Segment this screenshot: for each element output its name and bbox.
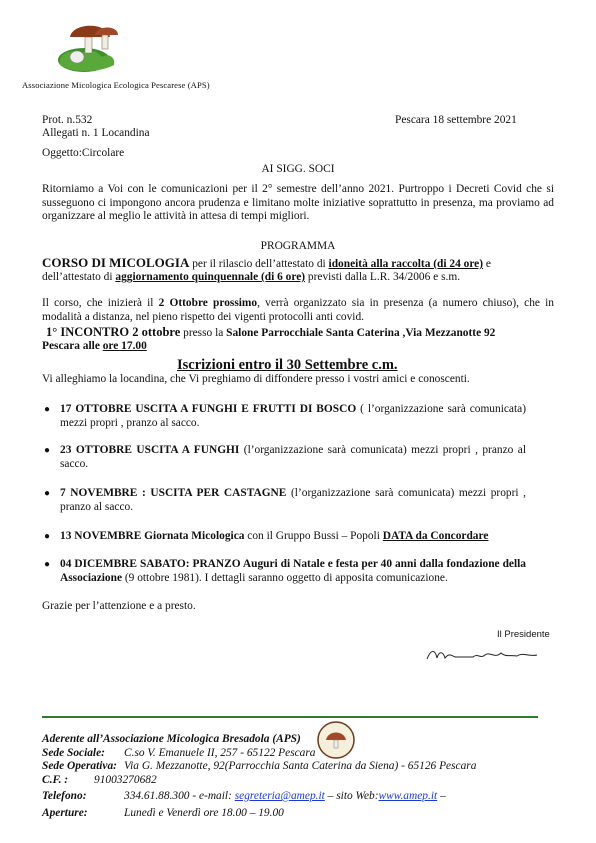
footer-sede-operativa [42, 760, 562, 774]
footer-cf [42, 774, 562, 788]
telefono-value: 334.61.88.300 - e-mail: [124, 790, 235, 802]
intro-paragraph: Ritorniamo a Voi con le comunicazioni per il 2° semestre dell’anno 2021. Purtroppo i Decreti Covid che si susseguono ci impongono ancora prudenza e limitano molte iniziative soprattutto in presenza, ma proviamo ad organizzare al meglio le attività in attesa di tempi migliori. [42, 183, 554, 222]
first-meeting-line-2 [42, 340, 147, 354]
footer-telefono [42, 790, 562, 804]
subject: Oggetto:Circolare [42, 147, 125, 159]
footer-aperture [42, 807, 562, 821]
course-start-date: 2 Ottobre prossimo [158, 297, 258, 309]
event-details: (9 ottobre 1981). I dettagli saranno oggetto di apposita comunicazione. [122, 571, 448, 584]
course-title: CORSO DI MICOLOGIA [42, 255, 190, 270]
event-details: ( l’organizzazione sarà comunicata) mezzi propri , pranzo al sacco. [60, 403, 526, 429]
telefono-tail: – [437, 790, 446, 802]
first-meeting-venue: Salone Parrocchiale Santa Caterina ,Via Mezzanotte 92 [226, 327, 496, 339]
association-logo [50, 15, 128, 77]
event-details: (l’organizzazione sarà comunicata) mezzi propri , pranzo al sacco. [60, 487, 526, 513]
signature [425, 643, 545, 672]
event-title: 7 NOVEMBRE : USCITA PER CASTAGNE [60, 487, 287, 499]
protocol-number: Prot. n.532 [42, 114, 93, 126]
cf-label: C.F. : [42, 773, 69, 786]
course-idoneita: idoneità alla raccolta (di 24 ore) [328, 258, 484, 270]
course-line-2 [42, 271, 460, 285]
attachment-note: Vi alleghiamo la locandina, che Vi preghiamo di diffondere presso i vostri amici e conoscenti. [42, 373, 470, 385]
course-start-paragraph [42, 297, 554, 324]
course-start-b: , verrà organizzato sia in presenza (a numero chiuso), che in modalità a distanza, nel pieno rispetto dei vigenti protocolli anti covid. [42, 297, 554, 323]
program-heading: PROGRAMMA [260, 240, 336, 252]
event-item [44, 487, 526, 514]
telefono-label: Telefono: [42, 790, 87, 802]
aperture-label: Aperture: [42, 806, 88, 819]
place-date: Pescara 18 settembre 2021 [395, 114, 517, 126]
first-meeting-date: 1° INCONTRO 2 ottobre [46, 325, 181, 339]
email-link[interactable]: segreteria@amep.it [234, 790, 325, 802]
event-item [44, 530, 526, 544]
signature-title: Il Presidente [497, 629, 550, 640]
event-date-tbd: DATA da Concordare [382, 530, 489, 542]
footer-rule [42, 716, 538, 718]
event-details: con il Gruppo Bussi – Popoli [244, 530, 383, 542]
org-name: Associazione Micologica Ecologica Pescarese (APS) [22, 80, 210, 90]
bullet-icon: ● [44, 531, 51, 542]
event-title: 13 NOVEMBRE Giornata Micologica [60, 530, 245, 542]
first-meeting-presso: presso la [180, 327, 227, 339]
aperture-value: Lunedì e Venerdì ore 18.00 – 19.00 [124, 806, 284, 819]
web-link[interactable]: www.amep.it [378, 790, 438, 802]
event-title: 23 OTTOBRE USCITA A FUNGHI [60, 444, 240, 456]
event-title: 17 OTTOBRE USCITA A FUNGHI E FRUTTI DI BOSCO [60, 403, 357, 415]
sede-operativa-value: Via G. Mezzanotte, 92(Parrocchia Santa Caterina da Siena) - 65126 Pescara [124, 760, 477, 772]
event-details: (l’organizzazione sarà comunicata) mezzi propri , pranzo al sacco. [60, 444, 526, 470]
course-text-1: per il rilascio dell’attestato di [189, 258, 329, 270]
footer-aderente: Aderente all’Associazione Micologica Bresadola (APS) [42, 733, 301, 745]
registration-deadline: Iscrizioni entro il 30 Settembre c.m. [177, 357, 398, 373]
mushroom-logo-icon [50, 15, 128, 77]
event-item [44, 403, 526, 430]
bullet-icon: ● [44, 445, 51, 456]
sede-operativa-label: Sede Operativa: [42, 760, 117, 772]
first-meeting-city: Pescara alle [42, 340, 103, 352]
sede-sociale-value: C.so V. Emanuele II, 257 - 65122 Pescara [124, 746, 316, 759]
course-line2-b: previsti dalla L.R. 34/2006 e s.m. [305, 271, 461, 283]
attachments: Allegati n. 1 Locandina [42, 127, 150, 139]
course-line-1 [42, 256, 557, 272]
first-meeting-line-1 [46, 326, 495, 341]
footer-sede-sociale [42, 747, 562, 761]
web-label: – sito Web: [324, 790, 379, 802]
course-start-a: Il corso, che inizierà il [42, 297, 159, 309]
event-item [44, 558, 526, 585]
course-text-2: e [483, 258, 491, 270]
recipient: AI SIGG. SOCI [261, 163, 335, 175]
footer [42, 733, 562, 820]
event-item [44, 444, 526, 471]
closing: Grazie per l’attenzione e a presto. [42, 600, 196, 612]
bullet-icon: ● [44, 559, 51, 570]
cf-value: 91003270682 [94, 773, 157, 786]
bullet-icon: ● [44, 404, 51, 415]
bullet-icon: ● [44, 488, 51, 499]
signature-icon [425, 643, 545, 667]
course-aggiornamento: aggiornamento quinquennale (di 6 ore) [115, 271, 306, 283]
sede-sociale-label: Sede Sociale: [42, 746, 105, 759]
course-line2-a: dell’attestato di [42, 271, 116, 283]
first-meeting-time: ore 17.00 [102, 340, 147, 352]
event-title: 04 DICEMBRE SABATO: PRANZO Auguri di Natale e festa per 40 anni dalla fondazione della Associazione [60, 558, 526, 584]
